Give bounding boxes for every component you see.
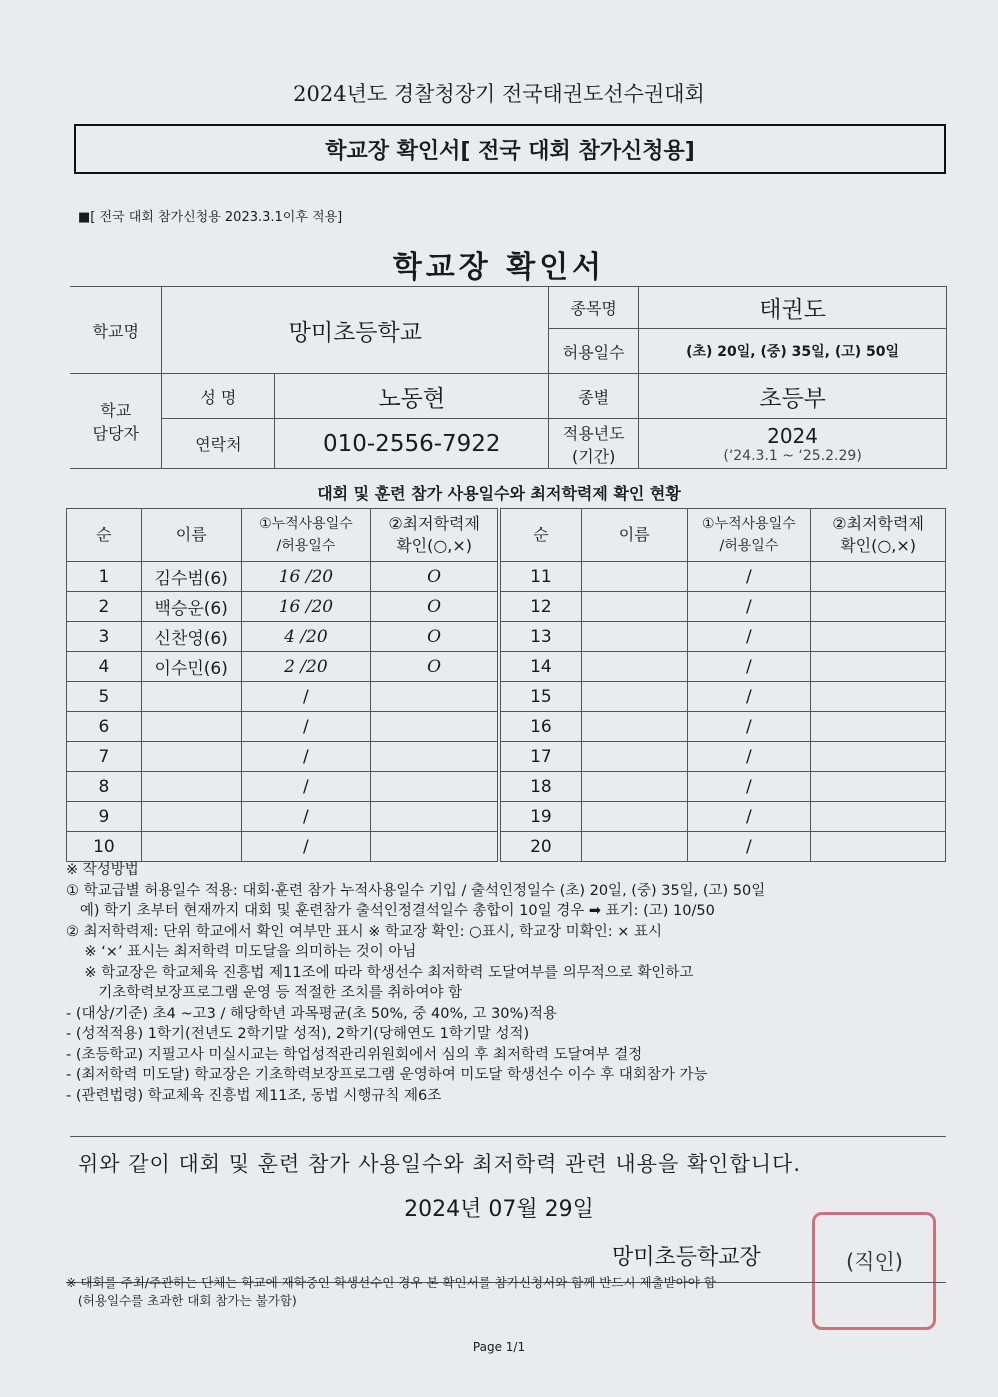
col-used	[687, 509, 811, 562]
row-used: /	[687, 652, 811, 682]
col-min-line2: 확인(○,×)	[396, 536, 473, 555]
year-label-line2: (기간)	[571, 446, 616, 466]
col-no: 순	[501, 509, 582, 562]
table-row	[501, 682, 946, 712]
table-row	[501, 742, 946, 772]
col-used-line1: ①누적사용일수	[702, 516, 796, 532]
event-label: 종목명	[549, 287, 639, 329]
row-no: 15	[501, 682, 582, 712]
row-no: 4	[67, 652, 142, 682]
issue-date: 2024년 07월 29일	[404, 1197, 594, 1222]
table-row	[501, 802, 946, 832]
col-min	[371, 509, 498, 562]
section-title: 대회 및 훈련 참가 사용일수와 최저학력제 확인 현황	[317, 484, 681, 503]
row-used: /	[687, 802, 811, 832]
row-used: /	[241, 742, 371, 772]
row-used: 16 /20	[241, 562, 371, 592]
row-used: 2 /20	[241, 652, 371, 682]
row-used: /	[241, 832, 371, 862]
row-check: O	[371, 652, 498, 682]
row-name: 신찬영(6)	[141, 622, 241, 652]
row-no: 20	[501, 832, 582, 862]
row-no: 9	[67, 802, 142, 832]
principal-signature: 망미초등학교장	[612, 1245, 761, 1270]
applicability-note: ■[ 전국 대회 참가신청용 2023.3.1이후 적용]	[78, 210, 343, 225]
instruction-line: - (최저학력 미도달) 학교장은 기초학력보장프로그램 운영하여 미도달 학생선수 이수 후 대회참가 가능	[66, 1067, 708, 1083]
table-row	[501, 772, 946, 802]
row-no: 8	[67, 772, 142, 802]
contact-label: 연락처	[162, 419, 275, 469]
instruction-line: ※ 학교장은 학교체육 진흥법 제11조에 따라 학생선수 최저학력 도달여부를 의무적으로 확인하고	[66, 964, 694, 981]
table-row	[67, 802, 498, 832]
row-name	[581, 592, 687, 622]
row-used: /	[241, 712, 371, 742]
table-row	[501, 652, 946, 682]
row-no: 10	[67, 832, 142, 862]
row-name	[581, 712, 687, 742]
year-period: (‘24.3.1 ~ ‘25.2.29)	[723, 447, 862, 464]
col-used-line2: /허용일수	[276, 538, 336, 554]
row-name	[141, 682, 241, 712]
row-check	[811, 742, 946, 772]
staff-label-line2: 담당자	[92, 424, 139, 443]
col-name: 이름	[141, 509, 241, 562]
row-check: O	[371, 622, 498, 652]
instruction-line: - (관련법령) 학교체육 진흥법 제11조, 동법 시행규칙 제6조	[66, 1087, 442, 1104]
instructions	[66, 860, 946, 1106]
table-row	[67, 592, 498, 622]
row-no: 11	[501, 562, 582, 592]
col-name: 이름	[581, 509, 687, 562]
row-name	[581, 652, 687, 682]
row-name	[141, 832, 241, 862]
col-min-line2: 확인(○,×)	[840, 536, 917, 555]
row-name	[141, 772, 241, 802]
row-no: 7	[67, 742, 142, 772]
row-used: /	[241, 772, 371, 802]
row-name	[581, 832, 687, 862]
instruction-line: - (초등학교) 지필고사 미실시교는 학업성적관리위원회에서 심의 후 최저학력 도달여부 결정	[66, 1046, 643, 1063]
table-row	[67, 562, 498, 592]
main-title: 학교장 확인서	[392, 250, 606, 285]
instruction-line: - (대상/기준) 초4 ~고3 / 해당학년 과목평균(초 50%, 중 40%, 고 30%)적용	[66, 1005, 557, 1022]
row-name: 이수민(6)	[141, 652, 241, 682]
footer-note	[66, 1274, 946, 1310]
row-check	[371, 832, 498, 862]
col-min-line1: ②최저학력제	[388, 514, 480, 533]
event-title: 2024년도 경찰청장기 전국태권도선수권대회	[293, 82, 705, 106]
instruction-line: ① 학교급별 허용일수 적용: 대회·훈련 참가 누적사용일수 기입 / 출석인정일수 (초) 20일, (중) 35일, (고) 50일	[66, 882, 766, 899]
table-row	[501, 622, 946, 652]
row-check	[811, 712, 946, 742]
staff-label	[70, 374, 162, 469]
row-name: 김수범(6)	[141, 562, 241, 592]
days-label: 허용일수	[549, 329, 639, 374]
name-value: 노동현	[275, 374, 549, 419]
row-check	[811, 622, 946, 652]
row-no: 18	[501, 772, 582, 802]
row-used: /	[687, 832, 811, 862]
row-check: O	[371, 562, 498, 592]
row-check	[811, 562, 946, 592]
col-min	[811, 509, 946, 562]
table-row	[501, 832, 946, 862]
row-name	[141, 802, 241, 832]
info-table	[70, 286, 947, 469]
col-used-line2: /허용일수	[719, 538, 779, 554]
row-check	[811, 802, 946, 832]
row-name	[581, 682, 687, 712]
row-check	[371, 742, 498, 772]
page-number: Page 1/1	[472, 1340, 526, 1354]
row-no: 1	[67, 562, 142, 592]
divider	[70, 1136, 946, 1137]
row-name	[581, 622, 687, 652]
instruction-line: - (성적적용) 1학기(전년도 2학기말 성적), 2학기(당해연도 1학기말 성적)	[66, 1026, 530, 1042]
instruction-line: 예) 학기 초부터 현재까지 대회 및 훈련참가 출석인정결석일수 총합이 10일 경우 ➡ 표기: (고) 10/50	[66, 903, 715, 919]
table-row	[67, 652, 498, 682]
school-label: 학교명	[70, 287, 162, 374]
division-value: 초등부	[639, 374, 947, 419]
row-check	[811, 682, 946, 712]
col-used	[241, 509, 371, 562]
col-no: 순	[67, 509, 142, 562]
participants-table-left	[66, 508, 498, 862]
row-no: 12	[501, 592, 582, 622]
instruction-line: ② 최저학력제: 단위 학교에서 확인 여부만 표시 ※ 학교장 확인: ○표시, 학교장 미확인: × 표시	[66, 923, 662, 940]
row-used: /	[687, 622, 811, 652]
row-name: 백승운(6)	[141, 592, 241, 622]
table-row	[67, 622, 498, 652]
row-used: 16 /20	[241, 592, 371, 622]
table-row	[67, 682, 498, 712]
row-name	[141, 712, 241, 742]
confirmation-statement: 위와 같이 대회 및 훈련 참가 사용일수와 최저학력 관련 내용을 확인합니다.	[78, 1152, 802, 1176]
row-used: /	[687, 682, 811, 712]
row-no: 6	[67, 712, 142, 742]
table-row	[501, 562, 946, 592]
table-row	[67, 742, 498, 772]
days-value: (초) 20일, (중) 35일, (고) 50일	[639, 329, 947, 374]
year-value	[639, 419, 947, 469]
row-used: /	[687, 772, 811, 802]
instruction-line: ※ 작성방법	[66, 862, 139, 878]
row-name	[141, 742, 241, 772]
table-row	[67, 832, 498, 862]
footer-line1: ※ 대회를 주최/주관하는 단체는 학교에 재학중인 학생선수인 경우 본 확인서를 참가신청서와 함께 반드시 제출받아야 함	[66, 1275, 716, 1290]
row-no: 3	[67, 622, 142, 652]
table-row	[67, 712, 498, 742]
row-no: 14	[501, 652, 582, 682]
year-label	[549, 419, 639, 469]
row-check	[371, 772, 498, 802]
contact-value: 010-2556-7922	[275, 419, 549, 469]
row-used: /	[687, 742, 811, 772]
row-no: 5	[67, 682, 142, 712]
year-number: 2024	[767, 423, 819, 448]
table-row	[67, 772, 498, 802]
row-used: /	[687, 712, 811, 742]
instruction-line: ※ ‘×’ 표시는 최저학력 미도달을 의미하는 것이 아님	[66, 944, 417, 960]
col-used-line1: ①누적사용일수	[259, 516, 353, 532]
row-name	[581, 562, 687, 592]
row-no: 17	[501, 742, 582, 772]
row-used: /	[687, 592, 811, 622]
row-name	[581, 802, 687, 832]
row-check	[811, 832, 946, 862]
row-used: /	[687, 562, 811, 592]
division-label: 종별	[549, 374, 639, 419]
event-value: 태권도	[639, 287, 947, 329]
row-check	[371, 682, 498, 712]
year-label-line1: 적용년도	[562, 423, 625, 443]
col-min-line1: ②최저학력제	[832, 514, 924, 533]
document-box-title: 학교장 확인서[ 전국 대회 참가신청용]	[74, 124, 946, 174]
seal-label: (직인)	[846, 1250, 903, 1274]
staff-label-line1: 학교	[100, 401, 132, 420]
row-check	[811, 592, 946, 622]
row-no: 2	[67, 592, 142, 622]
table-row	[501, 712, 946, 742]
table-row	[501, 592, 946, 622]
row-check: O	[371, 592, 498, 622]
row-no: 16	[501, 712, 582, 742]
row-used: /	[241, 682, 371, 712]
instruction-line: 기초학력보장프로그램 운영 등 적절한 조치를 취하여야 함	[66, 985, 463, 1001]
row-no: 19	[501, 802, 582, 832]
row-check	[811, 652, 946, 682]
row-used: 4 /20	[241, 622, 371, 652]
row-no: 13	[501, 622, 582, 652]
school-value: 망미초등학교	[162, 287, 549, 374]
participants-table-right	[500, 508, 946, 862]
row-check	[371, 802, 498, 832]
footer-line2: (허용일수를 초과한 대회 참가는 불가함)	[66, 1293, 297, 1308]
row-used: /	[241, 802, 371, 832]
row-name	[581, 772, 687, 802]
row-check	[371, 712, 498, 742]
row-name	[581, 742, 687, 772]
row-check	[811, 772, 946, 802]
name-label: 성 명	[162, 374, 275, 419]
